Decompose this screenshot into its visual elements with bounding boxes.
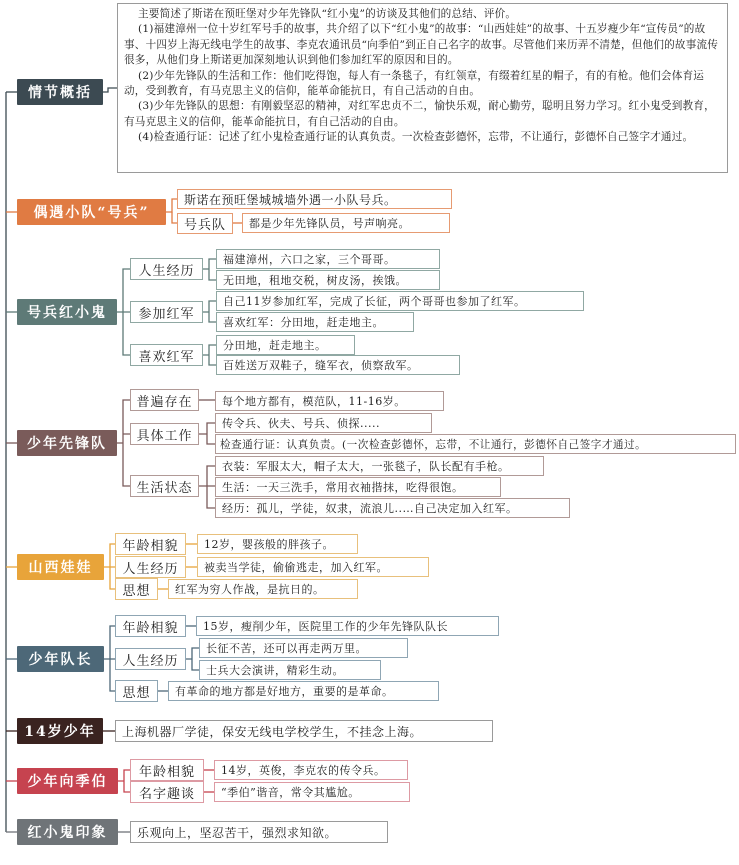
summary-paragraph: (2)少年先锋队的生活和工作：他们吃得饱，每人有一条毯子，有红领章，有缀着红星的帽子，有的有枪。他们会体育运动，受到教育，有马克思主义的信仰，能革命能抗日，有自己活动的自由。: [124, 69, 705, 98]
node-bugler: [17, 299, 117, 325]
node-bugler-title: 号兵红小鬼: [27, 305, 107, 321]
node-pioneer: [17, 430, 117, 456]
fourteen-leaf: [115, 720, 493, 742]
captain-sub-experience: [115, 648, 186, 670]
encounter-sub-leaf: [242, 213, 450, 233]
node-shanxi: [17, 554, 104, 580]
bugler-sub-like: [130, 344, 203, 366]
bugler-leaf: [216, 270, 440, 290]
encounter-leaf: [177, 189, 452, 209]
shanxi-leaf-text: 红军为穷人作战，是抗日的。: [175, 583, 325, 596]
node-fourteen: [17, 718, 103, 744]
captain-sub-label: 年龄相貌: [122, 620, 179, 636]
xiangjibo-sub-label: 名字趣谈: [138, 786, 195, 802]
bugler-sub-label: 参加红军: [138, 306, 195, 322]
node-impression-title: 红小鬼印象: [27, 825, 108, 841]
bugler-leaf-text: 百姓送万双鞋子，缝军衣，侦察敌军。: [223, 359, 419, 372]
captain-leaf-text: 士兵大会演讲，精彩生动。: [206, 664, 344, 677]
bugler-leaf: [216, 335, 355, 355]
summary-text-box: [117, 3, 728, 173]
pioneer-sub-work: [130, 423, 199, 445]
encounter-sub: [177, 213, 233, 234]
node-impression: [17, 819, 118, 845]
captain-sub-appearance: [115, 615, 186, 637]
captain-leaf: [199, 638, 408, 658]
shanxi-sub-experience: [115, 556, 186, 578]
shanxi-leaf-text: 12岁，婴孩般的胖孩子。: [204, 538, 334, 551]
bugler-leaf-text: 福建漳州，六口之家，三个哥哥。: [223, 253, 396, 266]
pioneer-leaf: [215, 434, 736, 454]
shanxi-leaf: [168, 579, 358, 599]
bugler-leaf-text: 喜欢红军：分田地，赶走地主。: [223, 316, 384, 329]
xiangjibo-sub-label: 年龄相貌: [138, 764, 195, 780]
pioneer-leaf: [215, 391, 444, 411]
pioneer-leaf: [215, 477, 501, 497]
bugler-sub-label: 喜欢红军: [138, 349, 195, 365]
summary-paragraph: 主要简述了斯诺在预旺堡对少年先锋队“红小鬼”的访谈及其他们的总结、评价。: [138, 8, 517, 20]
node-pioneer-title: 少年先锋队: [27, 436, 107, 452]
pioneer-leaf-text: 传令兵、伙夫、号兵、侦探.....: [222, 417, 380, 430]
captain-leaf: [199, 660, 381, 680]
pioneer-leaf: [215, 413, 432, 433]
pioneer-sub-label: 普遍存在: [136, 394, 193, 410]
xiangjibo-leaf-text: “季伯”谐音，常令其尴尬。: [221, 786, 360, 799]
shanxi-leaf: [197, 557, 429, 577]
bugler-leaf-text: 无田地，租地交税，树皮汤，挨饿。: [223, 274, 407, 287]
node-fourteen-title: 14岁少年: [24, 724, 96, 740]
node-captain: [17, 646, 104, 672]
xiangjibo-leaf: [214, 760, 408, 780]
summary-paragraph: (1)福建漳州一位十岁红军号手的故事，共介绍了以下“红小鬼”的故事：“山西娃娃”的故事、十五岁瘦少年“宣传员”的故事、十四岁上海无线电学生的故事、李克农通讯员“向季伯”到正自己名字的故事。尽管他们来历弄不清楚，但他们的故事流传很多，从他们身上斯诺更加深刻地认识到他们参加红军的原因和目的。: [124, 23, 719, 67]
node-encounter: [17, 199, 166, 225]
bugler-sub-experience: [130, 258, 203, 280]
encounter-leaf-text: 斯诺在预旺堡城城墙外遇一小队号兵。: [184, 192, 397, 207]
node-summary-title: 情节概括: [28, 85, 92, 101]
node-xiangjibo: [17, 768, 118, 794]
summary-paragraph: (3)少年先锋队的思想：有刚毅坚忍的精神，对红军忠贞不二，愉快乐观，耐心勤劳，聪明且努力学习。红小鬼受到教育，有马克思主义的信仰，能革命能抗日，有自己活动的自由。: [124, 100, 715, 128]
xiangjibo-sub-name: [130, 781, 204, 803]
pioneer-leaf: [215, 498, 570, 518]
node-xiangjibo-title: 少年向季伯: [27, 774, 108, 790]
impression-leaf: [130, 821, 388, 843]
captain-leaf: [196, 616, 499, 636]
bugler-sub-label: 人生经历: [138, 263, 195, 279]
pioneer-leaf-text: 生活：一天三洗手，常用衣袖揩抹，吃得很饱。: [222, 481, 464, 494]
xiangjibo-leaf: [214, 782, 410, 802]
captain-leaf: [168, 681, 439, 701]
bugler-leaf-text: 分田地，赶走地主。: [223, 339, 327, 352]
pioneer-leaf: [215, 456, 544, 476]
captain-leaf-text: 长征不苦，还可以再走两万里。: [206, 642, 367, 655]
shanxi-sub-appearance: [115, 533, 186, 555]
shanxi-sub-label: 人生经历: [122, 561, 179, 577]
captain-sub-label: 人生经历: [122, 653, 179, 669]
summary-paragraph: (4)检查通行证：记述了红小鬼检查通行证的认真负责。一次检查彭德怀，忘带，不让通行，彭德怀自己签字才通过。: [138, 131, 694, 144]
pioneer-sub-label: 具体工作: [136, 428, 193, 444]
fourteen-leaf-text: 上海机器厂学徒，保安无线电学校学生，不挂念上海。: [122, 724, 423, 739]
encounter-sub-label: 号兵队: [183, 218, 226, 233]
pioneer-sub-common: [130, 389, 199, 411]
encounter-sub-leaf-text: 都是少年先锋队员，号声响亮。: [249, 217, 410, 230]
captain-sub-label: 思想: [122, 685, 151, 701]
pioneer-leaf-text: 经历：孤儿，学徒，奴隶，流浪儿..…自己决定加入红军。: [222, 502, 518, 515]
node-encounter-title: 偶遇小队“号兵”: [33, 205, 150, 221]
node-captain-title: 少年队长: [28, 652, 93, 668]
pioneer-leaf-text: 衣装：军服太大，帽子太大，一张毯子，队长配有手枪。: [222, 460, 510, 473]
captain-leaf-text: 有革命的地方都是好地方，重要的是革命。: [175, 685, 394, 698]
bugler-leaf: [216, 312, 414, 332]
bugler-sub-join: [130, 301, 203, 323]
bugler-leaf-text: 自己11岁参加红军，完成了长征，两个哥哥也参加了红军。: [223, 295, 526, 308]
xiangjibo-leaf-text: 14岁，英俊，李克农的传令兵。: [221, 764, 386, 777]
node-shanxi-title: 山西娃娃: [28, 560, 93, 576]
bugler-leaf: [216, 291, 584, 311]
pioneer-leaf-text: 检查通行证：认真负责。(一次检查彭德怀，忘带，不让通行，彭德怀自己签字才通过。: [220, 438, 647, 451]
pioneer-sub-label: 生活状态: [136, 480, 193, 496]
shanxi-leaf-text: 被卖当学徒，偷偷逃走，加入红军。: [204, 561, 388, 574]
impression-leaf-text: 乐观向上，坚忍苦干，强烈求知欲。: [137, 825, 338, 840]
xiangjibo-sub-appearance: [130, 759, 204, 781]
shanxi-sub-label: 思想: [122, 583, 151, 599]
bugler-leaf: [216, 249, 440, 269]
captain-leaf-text: 15岁，瘦削少年，医院里工作的少年先锋队队长: [203, 620, 448, 633]
node-summary: [17, 79, 103, 105]
shanxi-sub-label: 年龄相貌: [122, 538, 179, 554]
shanxi-sub-thought: [115, 578, 158, 600]
pioneer-sub-life: [130, 475, 199, 497]
shanxi-leaf: [197, 534, 358, 554]
bugler-leaf: [216, 355, 460, 375]
pioneer-leaf-text: 每个地方都有，模范队，11-16岁。: [222, 395, 406, 408]
captain-sub-thought: [115, 680, 158, 702]
